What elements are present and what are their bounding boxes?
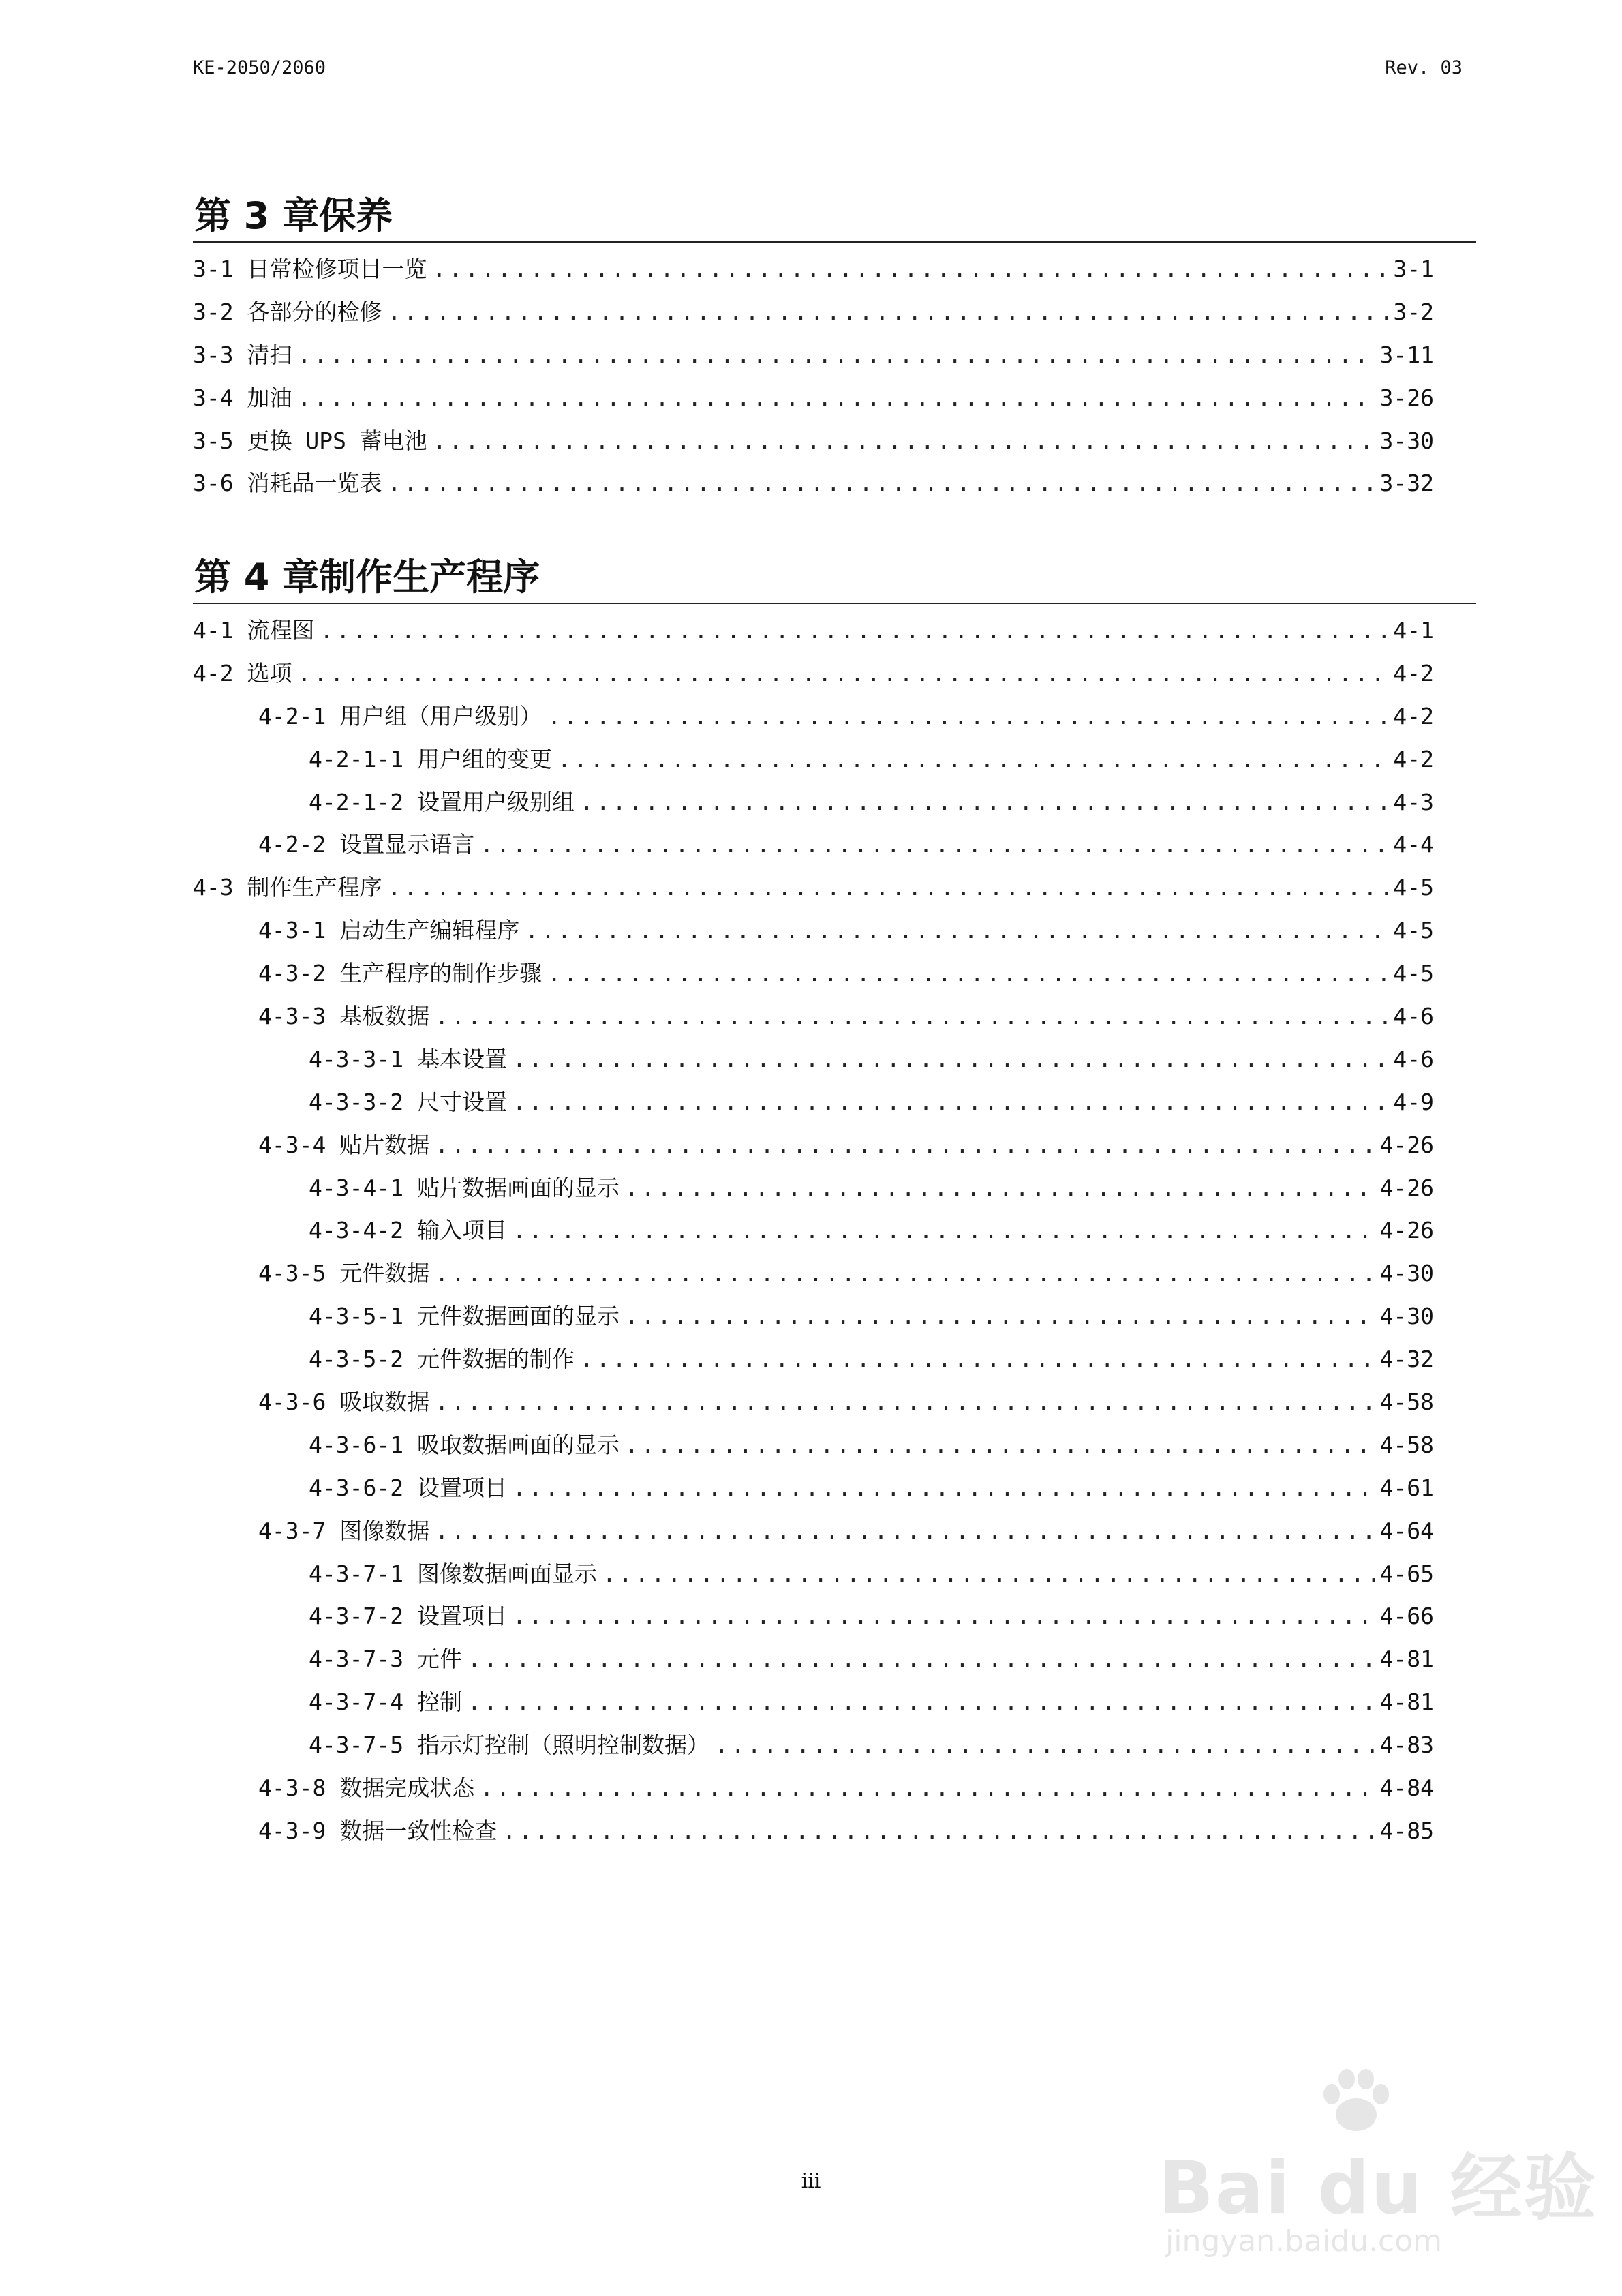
- paw-icon: [1315, 2059, 1397, 2141]
- page-number: iii: [801, 2169, 821, 2193]
- toc-entry-page: 3-1: [1393, 256, 1434, 282]
- toc-entry-page: 4-2: [1393, 659, 1434, 686]
- toc-entry[interactable]: [193, 1424, 1476, 1467]
- watermark-url: jingyan.baidu.com: [1165, 2224, 1443, 2259]
- toc-dot-leader: [297, 652, 1388, 695]
- toc-entry-page: 4-6: [1393, 1003, 1434, 1030]
- toc-entry-page: 4-66: [1379, 1603, 1434, 1630]
- toc-dot-leader: [435, 995, 1388, 1038]
- toc-entry[interactable]: [193, 462, 1476, 505]
- toc-entry[interactable]: [193, 781, 1476, 824]
- toc-dot-leader: [557, 738, 1388, 781]
- toc-entry-label: 4-3-6 吸取数据: [258, 1389, 430, 1416]
- toc-dot-leader: [387, 866, 1388, 909]
- toc-entry-label: 3-5 更换 UPS 蓄电池: [193, 427, 427, 454]
- toc-entry-page: 4-2: [1393, 745, 1434, 772]
- toc-dot-leader: [433, 420, 1375, 463]
- toc-dot-leader: [435, 1510, 1374, 1553]
- toc-entry[interactable]: [193, 1810, 1476, 1853]
- toc-entry-label: 4-1 流程图: [193, 617, 315, 644]
- toc-entry-label: 4-3-7-5 指示灯控制（照明控制数据）: [309, 1732, 709, 1759]
- chapter-4-rule: [193, 603, 1476, 604]
- toc-entry-label: 4-3-4 贴片数据: [258, 1131, 430, 1158]
- toc-entry-page: 4-6: [1393, 1045, 1434, 1072]
- toc-entry[interactable]: [193, 291, 1476, 334]
- toc-entry-page: 3-2: [1393, 298, 1434, 325]
- toc-entry[interactable]: [193, 909, 1476, 952]
- toc-entry-page: 4-81: [1379, 1646, 1434, 1673]
- toc-entry-label: 4-3-3 基板数据: [258, 1003, 430, 1030]
- toc-dot-leader: [602, 1553, 1375, 1596]
- chapter-4-title: 第 4 章制作生产程序: [194, 556, 540, 599]
- toc-dot-leader: [547, 952, 1388, 995]
- toc-dot-leader: [297, 334, 1374, 377]
- baidu-watermark: [1152, 2059, 1597, 2263]
- toc-entry[interactable]: [193, 1681, 1476, 1724]
- toc-entry[interactable]: [193, 1595, 1476, 1638]
- toc-entry[interactable]: [193, 824, 1476, 866]
- toc-entry[interactable]: [193, 1381, 1476, 1424]
- toc-entry-label: 4-2-1 用户组（用户级别）: [258, 702, 542, 729]
- chapter-3-title: 第 3 章保养: [194, 194, 393, 237]
- toc-entry-page: 4-30: [1379, 1260, 1434, 1287]
- toc-dot-leader: [525, 909, 1388, 952]
- chapter-4-toc-list: [193, 609, 1476, 1853]
- toc-dot-leader: [480, 824, 1388, 866]
- toc-entry[interactable]: [193, 738, 1476, 781]
- toc-dot-leader: [625, 1295, 1375, 1338]
- toc-entry-label: 4-3-1 启动生产编辑程序: [258, 917, 520, 944]
- toc-entry-label: 4-3-7-1 图像数据画面显示: [309, 1560, 597, 1587]
- toc-entry[interactable]: [193, 420, 1476, 463]
- document-model: KE-2050/2060: [193, 57, 326, 78]
- toc-dot-leader: [512, 1595, 1375, 1638]
- toc-entry-label: 4-3-9 数据一致性检查: [258, 1817, 498, 1844]
- toc-entry-page: 4-58: [1379, 1389, 1434, 1416]
- toc-entry-page: 4-9: [1393, 1088, 1434, 1115]
- toc-entry[interactable]: [193, 1338, 1476, 1381]
- toc-entry-label: 4-3-7-3 元件: [309, 1646, 462, 1673]
- toc-entry-label: 4-3-6-1 吸取数据画面的显示: [309, 1431, 619, 1458]
- toc-dot-leader: [512, 1081, 1388, 1124]
- toc-dot-leader: [435, 1124, 1374, 1167]
- toc-entry-page: 4-30: [1379, 1303, 1434, 1330]
- toc-dot-leader: [320, 609, 1388, 652]
- toc-entry[interactable]: [193, 1553, 1476, 1596]
- toc-entry-label: 4-3-8 数据完成状态: [258, 1774, 475, 1802]
- toc-entry-label: 3-1 日常检修项目一览: [193, 256, 427, 282]
- toc-entry-label: 4-3-4-1 贴片数据画面的显示: [309, 1174, 619, 1201]
- toc-dot-leader: [512, 1038, 1388, 1081]
- toc-entry[interactable]: [193, 866, 1476, 909]
- toc-entry[interactable]: [193, 1252, 1476, 1295]
- toc-entry[interactable]: [193, 1295, 1476, 1338]
- chapter-3-toc-list: [193, 248, 1476, 505]
- toc-entry-page: 4-26: [1379, 1217, 1434, 1244]
- toc-entry-page: 4-26: [1379, 1174, 1434, 1201]
- toc-entry-page: 4-5: [1393, 960, 1434, 987]
- chapter-3-rule: [193, 241, 1476, 243]
- toc-entry-label: 4-2-1-2 设置用户级别组: [309, 788, 575, 815]
- toc-entry-page: 4-1: [1393, 617, 1434, 644]
- toc-dot-leader: [547, 695, 1388, 738]
- toc-entry-label: 4-3-7-2 设置项目: [309, 1603, 507, 1630]
- toc-dot-leader: [468, 1681, 1375, 1724]
- toc-dot-leader: [512, 1209, 1375, 1252]
- toc-dot-leader: [715, 1724, 1375, 1767]
- toc-entry-label: 4-3-5-2 元件数据的制作: [309, 1346, 575, 1373]
- toc-entry[interactable]: [193, 1081, 1476, 1124]
- toc-entry-label: 3-4 加油: [193, 384, 292, 411]
- chapter-4-section: [193, 554, 1476, 1853]
- toc-entry-page: 4-32: [1379, 1346, 1434, 1373]
- toc-entry[interactable]: [193, 248, 1476, 291]
- toc-entry[interactable]: [193, 652, 1476, 695]
- toc-entry[interactable]: [193, 377, 1476, 420]
- toc-entry[interactable]: [193, 1724, 1476, 1767]
- toc-entry-page: 4-83: [1379, 1732, 1434, 1759]
- toc-entry-label: 4-2 选项: [193, 659, 292, 686]
- toc-entry-label: 4-3-7-4 控制: [309, 1689, 462, 1716]
- document-revision: Rev. 03: [1385, 57, 1463, 78]
- toc-entry-page: 4-81: [1379, 1689, 1434, 1716]
- toc-entry-label: 4-3-2 生产程序的制作步骤: [258, 960, 542, 987]
- toc-entry-label: 3-2 各部分的检修: [193, 298, 382, 325]
- toc-entry-label: 4-3-3-1 基本设置: [309, 1045, 507, 1072]
- toc-entry-page: 4-58: [1379, 1431, 1434, 1458]
- toc-entry[interactable]: [193, 1167, 1476, 1210]
- toc-dot-leader: [387, 291, 1388, 334]
- toc-entry-page: 4-61: [1379, 1474, 1434, 1501]
- toc-entry-page: 3-30: [1379, 427, 1434, 454]
- toc-entry-page: 4-4: [1393, 831, 1434, 858]
- toc-entry-page: 4-84: [1379, 1774, 1434, 1802]
- toc-entry-label: 4-3 制作生产程序: [193, 874, 382, 901]
- toc-entry-page: 4-26: [1379, 1131, 1434, 1158]
- toc-dot-leader: [387, 462, 1374, 505]
- toc-entry-label: 3-3 清扫: [193, 341, 292, 368]
- toc-entry-label: 4-3-5 元件数据: [258, 1260, 430, 1287]
- toc-entry[interactable]: [193, 1124, 1476, 1167]
- toc-entry[interactable]: [193, 952, 1476, 995]
- toc-entry[interactable]: [193, 1467, 1476, 1510]
- toc-entry-page: 4-64: [1379, 1517, 1434, 1544]
- toc-entry[interactable]: [193, 334, 1476, 377]
- toc-dot-leader: [435, 1381, 1374, 1424]
- watermark-brand: Bai du 经验: [1159, 2146, 1597, 2230]
- toc-entry[interactable]: [193, 1038, 1476, 1081]
- toc-entry-label: 4-3-3-2 尺寸设置: [309, 1088, 507, 1115]
- toc-entry-page: 4-5: [1393, 917, 1434, 944]
- toc-entry[interactable]: [193, 1209, 1476, 1252]
- toc-entry[interactable]: [193, 695, 1476, 738]
- toc-dot-leader: [580, 781, 1388, 824]
- toc-dot-leader: [432, 248, 1388, 291]
- toc-dot-leader: [625, 1167, 1375, 1210]
- toc-dot-leader: [480, 1767, 1374, 1810]
- toc-entry-page: 3-11: [1379, 341, 1434, 368]
- toc-entry-label: 4-3-4-2 输入项目: [309, 1217, 507, 1244]
- toc-entry[interactable]: [193, 1510, 1476, 1553]
- toc-entry-page: 4-2: [1393, 702, 1434, 729]
- toc-dot-leader: [625, 1424, 1375, 1467]
- toc-entry[interactable]: [193, 609, 1476, 652]
- toc-dot-leader: [468, 1638, 1375, 1681]
- toc-entry-page: 3-32: [1379, 470, 1434, 497]
- toc-entry[interactable]: [193, 1767, 1476, 1810]
- toc-entry[interactable]: [193, 995, 1476, 1038]
- toc-entry-page: 4-3: [1393, 788, 1434, 815]
- toc-entry-page: 4-5: [1393, 874, 1434, 901]
- toc-dot-leader: [435, 1252, 1374, 1295]
- toc-entry-label: 4-3-5-1 元件数据画面的显示: [309, 1303, 619, 1330]
- toc-dot-leader: [297, 377, 1374, 420]
- toc-entry-page: 4-65: [1379, 1560, 1434, 1587]
- running-header: [193, 57, 1463, 85]
- toc-entry-label: 3-6 消耗品一览表: [193, 470, 382, 497]
- toc-dot-leader: [512, 1467, 1375, 1510]
- toc-entry-label: 4-2-1-1 用户组的变更: [309, 745, 552, 772]
- toc-entry-page: 4-85: [1379, 1817, 1434, 1844]
- toc-dot-leader: [502, 1810, 1374, 1853]
- toc-entry-label: 4-3-7 图像数据: [258, 1517, 430, 1544]
- toc-entry-page: 3-26: [1379, 384, 1434, 411]
- toc-entry[interactable]: [193, 1638, 1476, 1681]
- chapter-3-section: [193, 192, 1476, 505]
- toc-dot-leader: [580, 1338, 1375, 1381]
- toc-entry-label: 4-2-2 设置显示语言: [258, 831, 475, 858]
- toc-entry-label: 4-3-6-2 设置项目: [309, 1474, 507, 1501]
